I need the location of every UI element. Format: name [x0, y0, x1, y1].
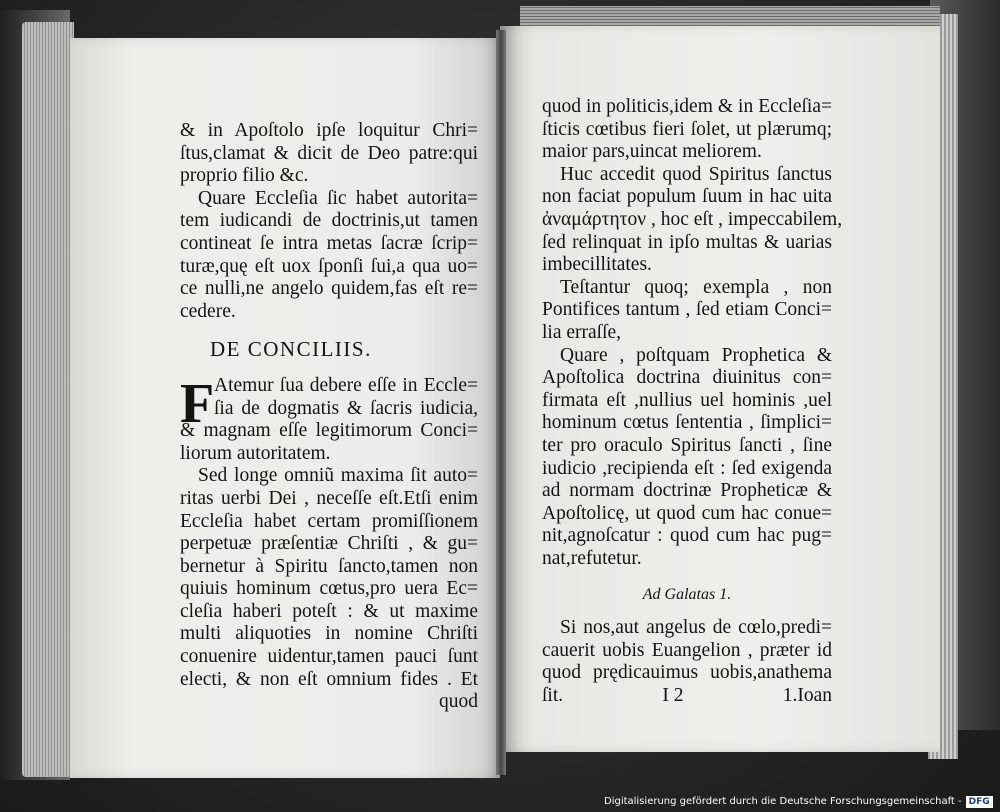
text-line: Teſtantur quoq; exempla , non: [560, 276, 832, 298]
text-line: Sed longe omniũ maxima ſit auto=: [198, 465, 478, 487]
text-line: & magnam eſſe legitimorum Conci=: [180, 420, 478, 442]
text-line: ad normam doctrinæ Propheticæ &: [542, 480, 832, 502]
text-line: nit,agnoſcatur : quod cum hac pug=: [542, 525, 832, 547]
text-line: ſit.: [542, 684, 564, 706]
signature-mark: I 2: [662, 684, 684, 706]
text-line: cauerit uobis Euangelion , præter id: [542, 639, 832, 661]
text-line: Quare , poſtquam Prophetica &: [560, 344, 832, 366]
left-paragraph-3: [180, 372, 478, 465]
text-line: Quare Eccleſia ſic habet autorita=: [198, 187, 478, 209]
text-line: ſed relinquat in ipſo multas & uarias: [542, 231, 832, 253]
book-gutter: [496, 30, 506, 775]
page-foot-line: [542, 685, 832, 708]
left-paragraph-4: [180, 465, 478, 691]
right-page-text: [542, 96, 843, 707]
right-paragraph-3: [542, 277, 832, 345]
section-heading: DE CONCILIIS.: [210, 337, 372, 362]
catchword: 1.Ioan: [782, 684, 832, 706]
text-line: ſticis cœtibus fieri ſolet, ut plærumq;: [542, 118, 832, 140]
text-line: Apoſtolicę, ut quod cum hac conue=: [542, 502, 832, 524]
text-line: conuenire uidentur,tamen pauci ſunt: [180, 646, 478, 668]
page-edges-top: [520, 6, 940, 28]
catchword: quod: [439, 691, 478, 713]
right-paragraph-2: [542, 163, 843, 277]
dfg-logo: DFG: [966, 796, 993, 808]
text-line: ἀναμάρτητον , hoc eſt , impeccabilem,: [542, 208, 843, 230]
text-line: hominum cœtus ſententia , ſimplici=: [542, 412, 832, 434]
text-line: contineat ſe intra metas ſacræ ſcrip=: [180, 232, 478, 254]
left-paragraph-2: [180, 188, 478, 324]
text-line: Apoſtolica doctrina diuinitus con=: [542, 367, 832, 389]
text-line: liorum autoritatem.: [180, 442, 331, 464]
text-line: Atemur ſua debere eſſe in Eccle=: [214, 374, 478, 396]
right-paragraph-5: [542, 617, 832, 685]
text-line: ter pro oraculo Spiritus ſancti , ſine: [542, 434, 832, 456]
text-line: non faciat populum ſuum in hac uita: [542, 186, 832, 208]
right-paragraph-1: [542, 96, 832, 164]
left-page-text: [180, 120, 478, 714]
text-line: quiuis hominum cœtus,pro uera Ec=: [180, 578, 478, 600]
text-line: Eccleſia habet certam promiſſionem: [180, 510, 478, 532]
text-line: Huc accedit quod Spiritus ſanctus: [560, 163, 832, 185]
text-line: nat,refutetur.: [542, 547, 642, 569]
text-line: iudicio ,recipienda eſt : ſed exigenda: [542, 457, 832, 479]
text-line: bernetur à Spiritu ſancto,tamen non: [180, 555, 478, 577]
text-line: electi, & non eſt omnium fides . Et: [180, 668, 478, 690]
text-line: cleſia haberi poteſt : & ut maxime: [180, 600, 478, 622]
digitization-footer: [604, 794, 998, 810]
text-line: ritas uerbi Dei , neceſſe eſt.Etſi enim: [180, 487, 478, 509]
text-line: ſia de dogmatis & ſacris iudicia,: [214, 397, 478, 419]
right-paragraph-4: [542, 345, 832, 571]
text-line: cedere.: [180, 300, 236, 322]
text-line: quod prędicauimus uobis,anathema: [542, 662, 832, 684]
text-line: & in Apoſtolo ipſe loquitur Chri=: [180, 120, 478, 141]
text-line: Pontifices tantum , ſed etiam Conci=: [542, 299, 832, 321]
text-line: turæ,quę eſt uox ſponſi ſui,a qua uo=: [180, 255, 478, 277]
footer-text: Digitalisierung gefördert durch die Deutsche Forschungsgemeinschaft -: [604, 796, 962, 807]
text-line: imbecillitates.: [542, 254, 652, 276]
text-line: firmata eſt ,nullius uel hominis ,uel: [542, 389, 832, 411]
text-line: ce nulli,ne angelo quidem,fas eſt re=: [180, 278, 478, 300]
text-line: lia erraſſe,: [542, 321, 622, 343]
text-line: multi aliquoties in nomine Chriſti: [180, 623, 478, 645]
text-line: perpetuæ præſentiæ Chriſti , & gu=: [180, 533, 478, 555]
left-paragraph-1: [180, 120, 478, 188]
text-line: tem iudicandi de doctrinis,ut tamen: [180, 210, 478, 232]
text-line: maior pars,uincat meliorem.: [542, 141, 762, 163]
text-line: ſtus,clamat & dicit de Deo patre:qui: [180, 142, 478, 164]
margin-citation: Ad Galatas 1.: [642, 586, 732, 604]
text-line: proprio filio &c.: [180, 165, 309, 187]
text-line: quod in politicis,idem & in Eccleſia=: [542, 96, 832, 117]
page-edges-left: [22, 22, 74, 777]
text-line: Si nos,aut angelus de cœlo,predi=: [560, 617, 832, 639]
drop-cap: F: [180, 372, 215, 435]
